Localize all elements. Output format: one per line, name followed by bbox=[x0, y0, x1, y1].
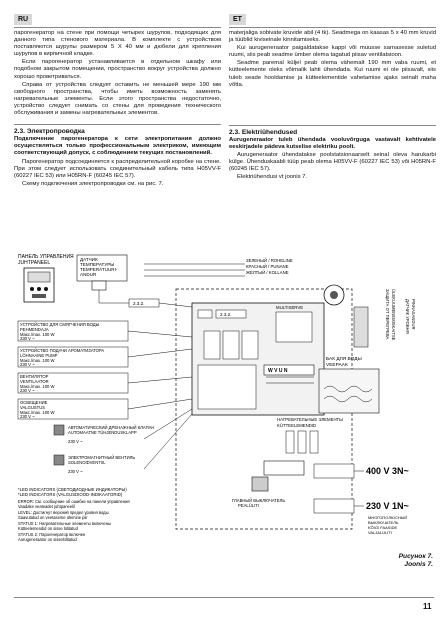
panel-connector-icon bbox=[32, 294, 46, 298]
fan-device-label: ВЕНТИЛЯТОР bbox=[20, 374, 49, 379]
fan-device-power: Макс./max. 100 W bbox=[20, 384, 55, 389]
overheat-protection-core-icon bbox=[330, 291, 338, 299]
light-device-power: Макс./max. 100 W bbox=[20, 410, 55, 415]
main-switch-terminal bbox=[264, 461, 304, 475]
breaker-label-et: KÕIGI FAASIDE bbox=[368, 525, 398, 530]
multiserve-connector bbox=[276, 312, 312, 342]
led-error-text: ERROR: См. сообщение об ошибке на панели управления bbox=[18, 499, 130, 504]
terminal-block bbox=[198, 365, 256, 409]
level-sensor-label: ДАТЧИК УРОВНЯ bbox=[405, 299, 410, 334]
language-tab-et: ET bbox=[229, 14, 246, 25]
flush-device-label: УСТРОЙСТВО ДЛЯ СМЯГЧЕНИЯ ВОДЫ bbox=[20, 322, 100, 327]
pump-device-label: УСТРОЙСТВО ПОДАЧИ АРОМАТИЗАТОРА bbox=[20, 348, 105, 353]
heaters-label-et: KÜTTEELEMENDID bbox=[277, 423, 317, 428]
water-tank-label-et: VEEPAAK bbox=[326, 363, 349, 368]
fan-device-label-et: VENTILAATOR bbox=[20, 379, 49, 384]
heater-element-icon bbox=[286, 431, 294, 453]
main-switch-icon bbox=[252, 477, 268, 491]
led-status2-text-et: Aurugeneraator on sisselülitatud bbox=[18, 537, 77, 542]
drain-valve-label: АВТОМАТИЧЕСКИЙ ДРЕНАЖНЫЙ КЛАПАН bbox=[68, 425, 155, 430]
header-rule-left bbox=[14, 27, 221, 28]
led-status1-text: STATUS 1: Нагревательные элементы включены bbox=[18, 521, 111, 526]
ru-paragraph-clearance: Справа от устройства следует оставить не меньшей мере 190 мм свободного пространства, чтобы иметь возможность заменять нагревательные элементы. Если этого пространства недостаточно, устройство следует снимать со стены для проведения технического обслуживания и замены нагревательных элементов. bbox=[14, 81, 221, 117]
solenoid-valve-voltage: 230 V ~ bbox=[68, 469, 83, 474]
control-panel-display bbox=[28, 272, 50, 282]
relay-icon bbox=[223, 331, 239, 359]
heater-element-icon bbox=[298, 431, 306, 453]
light-device-voltage: 230 V ~ bbox=[20, 414, 35, 419]
sensor-label: ТЕМПЕРАТУРЫ bbox=[80, 262, 115, 267]
sensor-connector-label: 2.3.2. bbox=[133, 301, 145, 306]
figure-caption-ru: Рисунок 7. bbox=[398, 553, 433, 560]
et-section-heading: 2.3. Elektriühendused bbox=[229, 125, 436, 136]
level-sensor-label-et: PINNASANDUR bbox=[411, 299, 416, 330]
breaker-label: МНОГОПОЛЮСНЫЙ bbox=[368, 515, 408, 520]
ru-section-heading: 2.3. Электропроводка bbox=[14, 124, 221, 135]
wiring-diagram bbox=[14, 249, 434, 545]
control-panel-label-et: JUHTPANEEL bbox=[18, 260, 51, 266]
control-panel-label: ПАНЕЛЬ УПРАВЛЕНИЯ bbox=[18, 254, 74, 260]
ru-paragraph-ventilation: Если парогенератор устанавливается в отдельном шкафу или подобном закрытом помещении, пространство вокруг устройства должно хорошо проветриваться. bbox=[14, 59, 221, 80]
sensor-label: TEMPERATUURI- bbox=[80, 267, 118, 272]
sensor-label: ДАТЧИК bbox=[80, 257, 98, 262]
et-warning-electrician: Aurugeneraator tuleb ühendada vooluvõrguga vastavalt kehtivatele eeskirjadele pädeva kutselise elektriku poolt. bbox=[229, 136, 436, 150]
et-paragraph-clearance: Seadme paremal küljel peab olema vähemalt 190 mm vaba ruumi, et kütteelemente oleks võimalik lahti ühendada. Kui ruumi ei ole piisavalt, siis tuleb seade hooldamise ja kütteelementide vahetamise ajaks seinalt maha võtta. bbox=[229, 60, 436, 88]
level-sensor-icon bbox=[354, 307, 368, 347]
drain-valve-label-et: AUTOMAATNE TÜHJENDUSKLAPP bbox=[68, 430, 137, 435]
led-status2-text: STATUS 2: Парогенератор включен bbox=[18, 532, 86, 537]
flush-device-power: Макс./max. 100 W bbox=[20, 332, 55, 337]
relay-icon bbox=[242, 331, 258, 359]
sensor-probe-icon bbox=[92, 281, 106, 290]
wire-red-label: КРАСНЫЙ / PUNANE bbox=[246, 264, 289, 269]
pump-device-power: Макс./max. 100 W bbox=[20, 358, 55, 363]
pump-device-voltage: 230 V ~ bbox=[20, 362, 35, 367]
light-device-label: ОСВЕЩЕНИЕ bbox=[20, 400, 48, 405]
main-switch-label-et: PEALÜLITI bbox=[238, 503, 259, 508]
main-switch-label: ГЛАВНЫЙ ВЫКЛЮЧАТЕЛЬ bbox=[232, 498, 286, 503]
ru-warning-electrician: Подключение парогенератора к сети электропитания должно осуществляться только профессиональным электриком, имеющим соответствующий допуск, с соблюдением текущих постановлений. bbox=[14, 136, 221, 157]
led-error-text-et: Vaadake veateadet juhtpaneelil bbox=[18, 504, 75, 509]
wire-yellow-label: ЖЕЛТЫЙ / KOLLANE bbox=[246, 270, 289, 275]
flush-device-voltage: 230 V ~ bbox=[20, 336, 35, 341]
heater-element-icon bbox=[310, 431, 318, 453]
figure-caption-et: Joonis 7. bbox=[404, 561, 433, 568]
breaker-230v-icon bbox=[314, 499, 354, 513]
connector-232-label: 2.3.2. bbox=[220, 312, 232, 317]
pump-device-label-et: LÕHNAAINE PUMP bbox=[20, 353, 58, 358]
water-tank-label: БАК ДЛЯ ВОДЫ bbox=[326, 357, 362, 362]
led-legend-title-et: *LED INDICATORS (VALGUSDIOOD-INDIKAATORID) bbox=[18, 492, 123, 497]
solenoid-valve-label: ЭЛЕКТРОМАГНИТНЫЙ ВЕНТИЛЬ bbox=[68, 455, 136, 460]
supply-230v-label: 230 V 1N~ bbox=[366, 501, 409, 511]
multiserve-label: MULTISERVE bbox=[276, 305, 304, 310]
supply-400v-label: 400 V 3N~ bbox=[366, 466, 409, 476]
ru-paragraph-see-figure: Схему подключения электропроводки см. на рис. 7. bbox=[22, 180, 164, 187]
connector-icon bbox=[198, 310, 212, 318]
et-paragraph-see-figure: Elektriühendusi vt joonis 7. bbox=[237, 174, 308, 181]
et-paragraph-ventilation: Kui aurugeneraator paigaldatakse kappi või muusse sarnasesse suletud ruumi, siis peab seadme ümber olema tagatud piisav ventilatsioon. bbox=[229, 45, 436, 59]
et-paragraph-cable: Aurugeneraator ühendatakse poolstatsionaarselt seinal oleva harukarbi külge. Ühenduskaabli tüüp peab olema H05VV-F (60227 IEC 53) või H05RN-F (60245 IEC 57). bbox=[229, 152, 436, 173]
panel-button-icon bbox=[37, 287, 41, 291]
breaker-label: ВЫКЛЮЧАТЕЛЬ bbox=[368, 520, 399, 525]
breaker-400v-icon bbox=[314, 464, 354, 478]
wire-green-label: ЗЕЛЕНЫЙ / ROHELINE bbox=[246, 258, 293, 263]
solenoid-valve-label-et: SOLENOIDVENTIIL bbox=[68, 460, 106, 465]
breaker-label-et: VALJALÜLITI bbox=[368, 530, 392, 535]
ru-paragraph-cable: Парогенератор подсоединяется к распределительной коробке на стене. При этом следует использовать соединительный кабель типа H05VV-F (60227 IEC 53) или H05RN-F (60245 IEC 57). bbox=[14, 158, 221, 179]
header-rule-right bbox=[229, 27, 436, 28]
et-paragraph-mounting: materjaliga sobivate kruvide abil (4 tk). Seadmega on kaasas 5 x 40 mm kruvid ja tüüblid kiviseinale kinnitamiseks. bbox=[229, 30, 436, 44]
solenoid-valve-icon bbox=[54, 455, 64, 465]
drain-valve-icon bbox=[54, 425, 64, 435]
light-device-label-et: VALGUSTUS bbox=[20, 405, 46, 410]
relay-icon bbox=[204, 331, 220, 359]
column-russian bbox=[14, 30, 221, 189]
ru-paragraph-mounting: парогенератор на стене при помощи четырех шурупов, подходящих для данного типа стенового материала. В комплекте с устройством поставляются шурупы размером 5 Х 40 мм и дюбели для крепления шурупов в кирпичной кладке. bbox=[14, 30, 221, 58]
water-tank-icon bbox=[319, 369, 379, 413]
footer-rule bbox=[14, 597, 434, 598]
terminals-wvun-label: W V U N bbox=[268, 368, 288, 374]
figure-caption bbox=[345, 553, 433, 569]
fan-device-voltage: 230 V ~ bbox=[20, 388, 35, 393]
panel-button-icon bbox=[30, 287, 34, 291]
led-legend-title: *LED INDICATORS (СВЕТОДИОДНЫЕ ИНДИКАТОРЫ) bbox=[18, 487, 127, 492]
main-circuit-board bbox=[192, 303, 324, 415]
led-level-text: LEVEL: Достигнут верхний предел уровня воды bbox=[18, 510, 109, 515]
column-estonian bbox=[229, 30, 436, 182]
sensor-label: ANDUR bbox=[80, 272, 97, 277]
led-level-text-et: Saavutatud on veetaseme ülemine piir bbox=[18, 515, 88, 520]
flush-device-label-et: PEHMENDAJA bbox=[20, 327, 49, 332]
led-status1-text-et: Kütteelemendid on sisse lülitatud bbox=[18, 526, 78, 531]
language-tab-ru: RU bbox=[14, 14, 32, 25]
panel-button-icon bbox=[44, 287, 48, 291]
heaters-label: НАГРЕВАТЕЛЬНЫЕ ЭЛЕМЕНТЫ bbox=[277, 417, 343, 422]
page-number: 11 bbox=[423, 602, 432, 611]
overheat-protection-label: ЗАЩИТА ОТ ПЕРЕГРЕВА bbox=[385, 289, 390, 340]
drain-valve-voltage: 230 V ~ bbox=[68, 439, 83, 444]
overheat-protection-label-et: ÜLEKUUMENEMISKAITSE bbox=[391, 289, 396, 341]
